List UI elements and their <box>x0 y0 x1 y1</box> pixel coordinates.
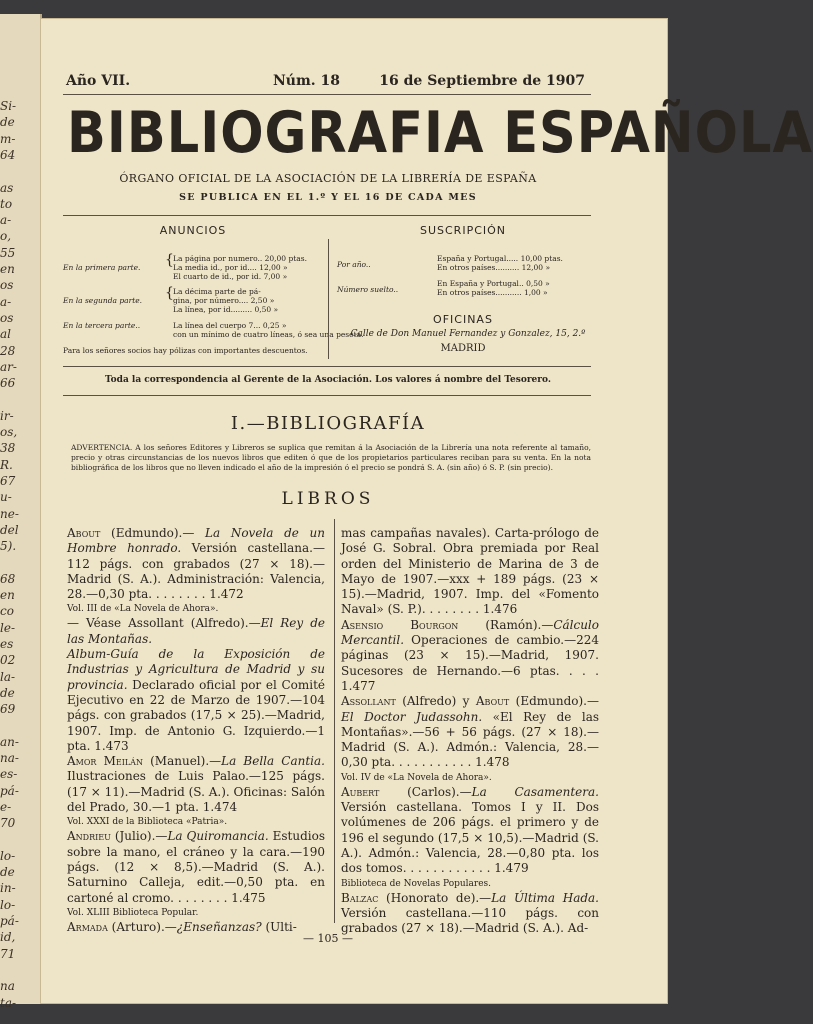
adjacent-page-fragment: os, <box>0 425 18 439</box>
entry-author: Armada <box>67 919 108 934</box>
entry-body: Versión castellana.—110 págs. con grabados (27 × 18).—Madrid (S. A.). Ad- <box>341 905 599 936</box>
journal-page <box>40 18 813 1004</box>
entry-title: El Rey de las Montañas. <box>67 616 325 646</box>
adjacent-page-fragment: e- <box>0 799 12 814</box>
entry-title: Album-Guía de la Exposición de Industrias y Agricultura de Madrid y su provincia. <box>67 647 325 692</box>
rate-line: En otros países........... 1,00 » <box>437 288 548 297</box>
adjacent-page-fragment: os <box>0 310 14 325</box>
book-entry <box>341 891 599 937</box>
entry-note: Vol. XXXI de la Biblioteca «Patria». <box>67 817 228 828</box>
adjacent-page-fragment: a- <box>0 213 12 228</box>
adjacent-page-fragment: id, <box>0 930 16 945</box>
offices-address: Calle de Don Manuel Fernandez y Gonzalez, 15, 2.º <box>350 329 586 339</box>
rate-line: La línea, por id......... 0,50 » <box>173 305 279 314</box>
adjacent-page-fragment: pá- <box>0 783 19 798</box>
adjacent-page-fragment: os <box>0 278 14 293</box>
adjacent-page-fragment: 67 <box>0 473 16 488</box>
entry-body: Versión castellana.—112 págs. con grabados (27 × 18).—Madrid (S. A.). Administración: Valencia, 28.—0,30 pta. . . . . . . . 1.472 <box>67 541 326 602</box>
journal-subtitle: ÓRGANO OFICIAL DE LA ASOCIACIÓN DE LA LIBRERÍA DE ESPAÑA <box>119 172 537 185</box>
advertencia: ADVERTENCIA. A los señores Editores y Libreros se suplica que remitan á la Asociación de la Librería una nota referente al tamaño, precio y otras circunstancias de los nuevos libros que editen ó que de los propietarios particulares reciban para su venta. En la nota bibliográfica de los libros que no lleven indicado el año de la impresión ó el precio se pondrá S. A. (sin año) ó S. P. (sin precio). <box>71 443 591 472</box>
book-entry <box>341 694 599 784</box>
publication-frequency: SE PUBLICA EN EL 1.º Y EL 16 DE CADA MES <box>179 192 477 203</box>
adjacent-page-fragment: a- <box>0 294 12 309</box>
section-title: I.—BIBLIOGRAFÍA <box>230 413 426 434</box>
adjacent-page-fragment: to <box>0 196 13 211</box>
entry-body: Ilustraciones de Luis Palao.—125 págs. (17 × 11).—Madrid (S. A.). Oficinas: Salón del Prado, 30.—1 pta. 1.474 <box>67 769 325 815</box>
adjacent-page-fragment: ta- <box>0 995 17 1010</box>
book-entry <box>67 829 325 919</box>
journal-title: BIBLIOGRAFIA ESPAÑOLA <box>67 100 813 167</box>
entry-author: Asensio Bourgon <box>341 617 459 632</box>
entry-author-rest: (Ramón).— <box>458 617 554 632</box>
adjacent-page-fragment: pá- <box>0 914 19 928</box>
entry-note: Vol. III de «La Novela de Ahora». <box>67 604 219 615</box>
entry-title: Cálculo Mercantil. <box>341 617 599 648</box>
entry-title: La Bella Cantia. <box>221 754 325 769</box>
entry-author: Assollant <box>341 694 396 709</box>
suscripcion-heading: SUSCRIPCIÓN <box>419 224 507 237</box>
rate-line: España y Portugal..... 10,00 ptas. <box>437 254 563 263</box>
entry-body: Declarado oficial por el Comité Ejecutivo en 22 de Marzo de 1907.—104 págs. con grabados (17,5 × 25).—Madrid, 1907. Imp. de Antonio G. Izquierdo.—1 pta. 1.473 <box>67 677 325 753</box>
adjacent-page-fragment: an- <box>0 734 19 749</box>
entry-author: Balzac <box>341 890 379 905</box>
rule <box>63 395 591 396</box>
entry-body: (Ulti- <box>261 919 297 934</box>
entry-author-rest: (Arturo).— <box>107 919 177 934</box>
entry-author-rest: (Manuel).— <box>142 754 222 769</box>
entry-author: Aubert <box>341 784 380 799</box>
rate-line: En otros países.......... 12,00 » <box>437 263 551 272</box>
book-entry <box>341 618 599 694</box>
adjacent-page-fragment: de <box>0 115 15 130</box>
adjacent-page-fragment: 68 <box>0 571 16 586</box>
adjacent-page-fragment: en <box>0 588 15 602</box>
entry-author-rest: (Edmundo).— <box>509 694 599 709</box>
adjacent-page-fragment: lo- <box>0 848 16 863</box>
adjacent-page-fragment: m- <box>0 131 16 146</box>
entry-ref: — Véase Assollant (Alfredo).— <box>67 616 261 631</box>
adjacent-page-fragment: 55 <box>0 245 16 260</box>
entry-note: Vol. IV de «La Novela de Ahora». <box>341 772 492 783</box>
issue-number: Núm. 18 <box>273 73 341 89</box>
entry-title: La Última Hada. <box>491 890 599 905</box>
adjacent-page-fragment: le- <box>0 620 15 635</box>
book-entry <box>341 526 599 618</box>
book-entry <box>67 616 325 647</box>
masthead-rule <box>63 94 591 95</box>
adjacent-page-fragment: na- <box>0 751 19 765</box>
rate-line: con un mínimo de cuatro líneas, ó sea una peseta. <box>173 330 364 339</box>
adjacent-page-fragment: 66 <box>0 376 16 391</box>
entry-title: El Doctor Judassohn. <box>341 709 483 724</box>
anuncios-second-label: En la segunda parte. <box>63 296 143 305</box>
anuncios-first-label: En la primera parte. <box>63 263 141 272</box>
entry-body: Estudios sobre la mano, el cráneo y la cara.—190 págs. (12 × 8,5).—Madrid (S. A.). Saturnino Calleja, edit.—0,50 pta. en cartoné al cromo. . . . . . . . 1.475 <box>67 829 325 905</box>
entry-author-rest: (Edmundo).— <box>100 526 206 540</box>
entry-title: ¿Enseñanzas? <box>176 919 262 934</box>
offices-city: MADRID <box>440 343 486 354</box>
issue-year: Año VII. <box>66 73 131 89</box>
suscripcion-year-rates <box>437 254 563 272</box>
adjacent-page-fragment: ar- <box>0 359 17 374</box>
brace-icon: { <box>165 252 174 268</box>
rate-line: El cuarto de id., por id. 7,00 » <box>173 272 288 281</box>
rate-line: La décima parte de pá- <box>173 287 261 296</box>
adjacent-page-fragment: 38 <box>0 441 16 456</box>
issue-date: 16 de Septiembre de 1907 <box>379 73 585 89</box>
anuncios-heading: ANUNCIOS <box>159 224 227 237</box>
rate-line: La media id., por id.... 12,00 » <box>173 263 288 272</box>
adjacent-page-fragment: lo- <box>0 897 16 912</box>
adjacent-page-fragment: de <box>0 865 15 880</box>
suscripcion-year-label: Por año.. <box>337 260 371 269</box>
libros-heading: LIBROS <box>281 489 375 509</box>
entry-body: mas campañas navales). Carta-prólogo de José G. Sobral. Obra premiada por Real orden del Ministerio de Marina de 3 de Mayo de 1907.—xxx + 189 págs. (23 × 15).—Madrid, 1907. Imp. del «Fomento Naval» (S. P.). . . . . . . . 1.476 <box>341 526 599 617</box>
adjacent-page-fragment: de <box>0 685 15 700</box>
entry-author: Amor Meilán <box>67 754 143 769</box>
suscripcion-single-rates <box>437 279 550 297</box>
adjacent-page-fragment: 02 <box>0 653 16 668</box>
entry-author-rest: (Alfredo) y <box>395 694 476 709</box>
anuncios-second-rates <box>173 287 278 314</box>
adjacent-page-fragment: R. <box>0 457 13 472</box>
entry-title: La Novela de un Hombre honrado. <box>67 526 326 556</box>
entry-title: La Casamentera. <box>471 784 599 799</box>
adjacent-page-fragment: al <box>0 327 11 342</box>
entry-author-rest: (Julio).— <box>110 829 168 844</box>
adjacent-page-fragment: ne- <box>0 506 19 521</box>
entry-author: About <box>475 694 510 709</box>
entry-note: Vol. XLIII Biblioteca Popular. <box>67 907 199 918</box>
adjacent-page-fragment: 64 <box>0 147 16 162</box>
book-entry <box>67 526 325 616</box>
entry-author-rest: (Carlos).— <box>379 784 472 799</box>
rate-line: gina, por número.... 2,50 » <box>173 296 275 305</box>
column-divider <box>334 519 335 923</box>
entry-body: «El Rey de las Montañas».—56 + 56 págs. (27 × 18).—Madrid (S. A.). Admón.: Valencia, 28.—0,30 pta. . . . . . . . . . . 1.478 <box>341 709 600 770</box>
anuncios-third-label: En la tercera parte.. <box>63 321 141 330</box>
adjacent-page-fragment: u- <box>0 490 12 505</box>
adjacent-page-fragment: en <box>0 262 15 276</box>
right-column <box>341 526 599 936</box>
page-number: — 105 — <box>303 932 353 945</box>
correspondence-note: Toda la correspondencia al Gerente de la Asociación. Los valores á nombre del Tesorero. <box>104 375 552 385</box>
left-column <box>67 526 325 935</box>
entry-body: Operaciones de cambio.—224 páginas (23 × 15).—Madrid, 1907. Sucesores de Hernando.—6 ptas. . . . 1.477 <box>341 633 599 693</box>
adjacent-page-fragment: co <box>0 604 14 619</box>
rule <box>63 366 591 367</box>
brace-icon: { <box>165 285 174 301</box>
adjacent-page-edge <box>0 14 42 1010</box>
adjacent-page-fragment: 5). <box>0 539 17 554</box>
adjacent-page-fragment: ir- <box>0 408 14 423</box>
adjacent-page-fragment: es- <box>0 767 18 782</box>
adjacent-page-fragment: in- <box>0 881 16 896</box>
rate-line: La página por numero.. 20,00 ptas. <box>173 254 307 263</box>
anuncios-first-rates <box>173 254 307 281</box>
rate-line: En España y Portugal.. 0,50 » <box>437 279 550 288</box>
entry-body: Versión castellana. Tomos I y II. Dos volúmenes de 206 págs. el primero y de 196 el segundo (17,5 × 10,5).—Madrid (S. A.). Admón.: Valencia, 28.—0,80 pta. los dos tomos. . . . . . . . . . . . 1.479 <box>341 800 599 876</box>
book-entry <box>67 754 325 829</box>
anuncios-footer: Para los señores socios hay pólizas con importantes descuentos. <box>63 346 308 355</box>
offices-heading: OFICINAS <box>433 313 493 326</box>
book-entry <box>341 785 599 891</box>
entry-author: Andrieu <box>67 829 111 844</box>
entry-author-rest: (Honorato de).— <box>378 890 492 905</box>
entry-title: La Quiromancia. <box>167 829 269 844</box>
adjacent-page-fragment: na <box>0 979 15 994</box>
adjacent-page-fragment: o, <box>0 229 12 244</box>
adjacent-page-fragment: es <box>0 636 14 651</box>
adjacent-page-fragment: 69 <box>0 702 16 717</box>
adjacent-page-fragment: la- <box>0 669 16 684</box>
column-divider <box>328 239 329 359</box>
book-entry <box>67 647 325 754</box>
adjacent-page-fragment: del <box>0 522 19 537</box>
adjacent-page-fragment: as <box>0 180 14 195</box>
entry-author: About <box>67 526 101 540</box>
rate-line: La línea del cuerpo 7... 0,25 » <box>173 321 287 330</box>
adjacent-page-fragment: 28 <box>0 343 16 358</box>
suscripcion-single-label: Número suelto.. <box>337 285 399 294</box>
adjacent-page-fragment: Si- <box>0 99 17 113</box>
header-rule <box>63 215 591 216</box>
entry-note: Biblioteca de Novelas Populares. <box>341 878 492 889</box>
adjacent-page-fragment: 71 <box>0 946 16 961</box>
adjacent-page-fragment: 70 <box>0 816 16 831</box>
